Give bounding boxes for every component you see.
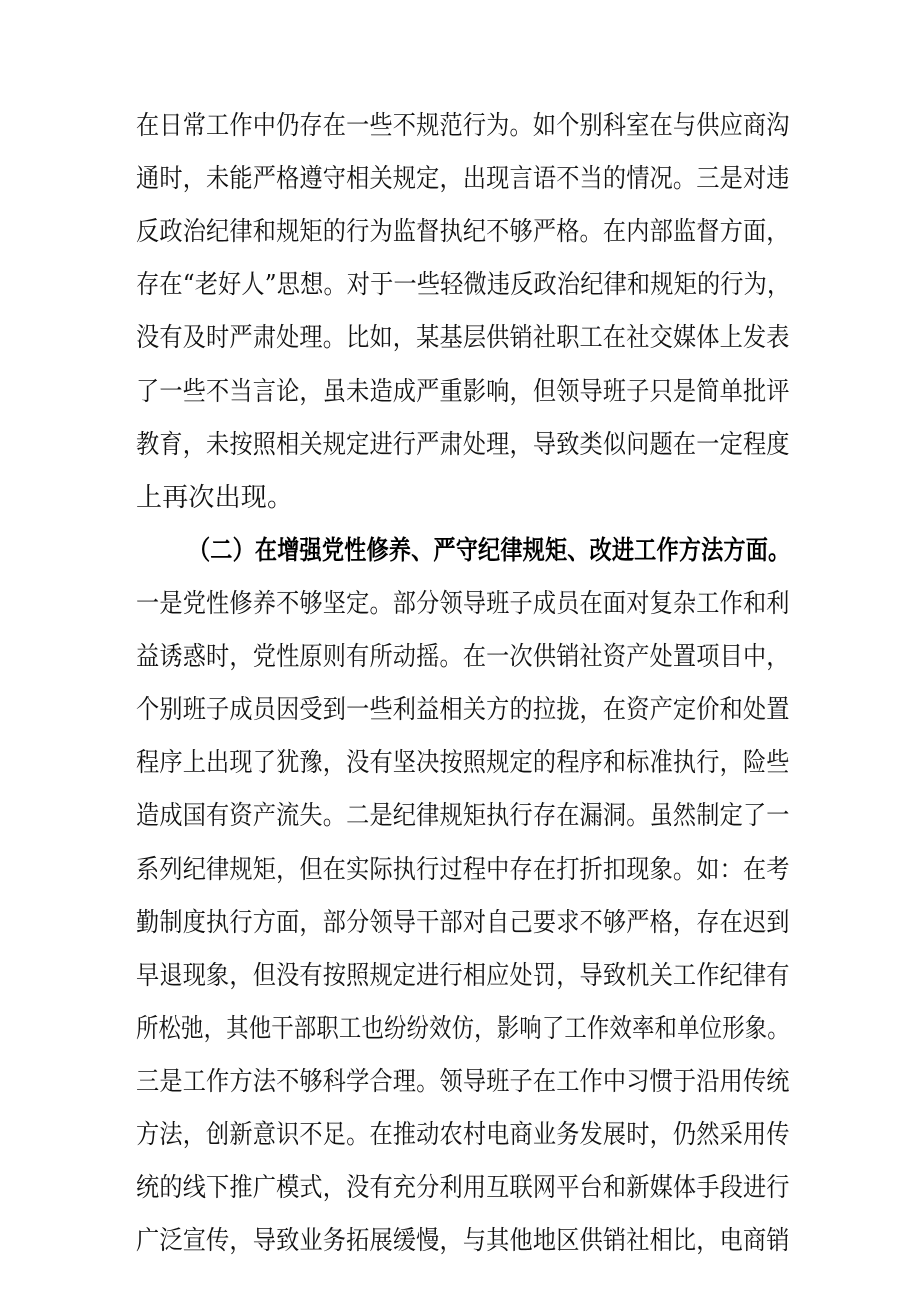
body-text-line: 在日常工作中仍存在一些不规范行为。如个别科室在与供应商沟: [136, 111, 790, 141]
body-text-line: 系列纪律规矩，但在实际执行过程中存在打折扣现象。如：在考: [136, 855, 790, 885]
body-text-line: 通时，未能严格遵守相关规定，出现言语不当的情况。三是对违: [136, 164, 790, 194]
body-text-line: 了一些不当言论，虽未造成严重影响，但领导班子只是简单批评: [136, 377, 790, 407]
body-text-line: 勤制度执行方面，部分领导干部对自己要求不够严格，存在迟到: [136, 908, 790, 938]
body-text-line: 早退现象，但没有按照规定进行相应处罚，导致机关工作纪律有: [136, 961, 790, 991]
body-text-line: 方法，创新意识不足。在推动农村电商业务发展时，仍然采用传: [136, 1120, 790, 1150]
body-text-line: 益诱惑时，党性原则有所动摇。在一次供销社资产处置项目中，: [136, 642, 790, 672]
body-text-line: 三是工作方法不够科学合理。领导班子在工作中习惯于沿用传统: [136, 1067, 790, 1097]
body-text-line: 统的线下推广模式，没有充分利用互联网平台和新媒体手段进行: [136, 1173, 790, 1203]
body-text-line: 一是党性修养不够坚定。部分领导班子成员在面对复杂工作和利: [136, 589, 790, 619]
body-text-line: 教育，未按照相关规定进行严肃处理，导致类似问题在一定程度: [136, 430, 790, 460]
body-text-line: 没有及时严肃处理。比如，某基层供销社职工在社交媒体上发表: [136, 323, 790, 353]
body-text-line: 造成国有资产流失。二是纪律规矩执行存在漏洞。虽然制定了一: [136, 801, 790, 831]
body-text-line: 存在“老好人”思想。对于一些轻微违反政治纪律和规矩的行为，: [136, 270, 791, 300]
body-text-line: 个别班子成员因受到一些利益相关方的拉拢，在资产定价和处置: [136, 695, 790, 725]
section-heading: （二）在增强党性修养、严守纪律规矩、改进工作方法方面。: [188, 536, 791, 566]
body-text-line: 反政治纪律和规矩的行为监督执纪不够严格。在内部监督方面，: [136, 217, 790, 247]
body-text-line: 广泛宣传，导致业务拓展缓慢，与其他地区供销社相比，电商销: [136, 1226, 790, 1256]
body-text-line: 所松弛，其他干部职工也纷纷效仿，影响了工作效率和单位形象。: [136, 1014, 790, 1044]
body-text-line: 程序上出现了犹豫，没有坚决按照规定的程序和标准执行，险些: [136, 748, 790, 778]
body-text-line: 上再次出现。: [136, 483, 294, 513]
